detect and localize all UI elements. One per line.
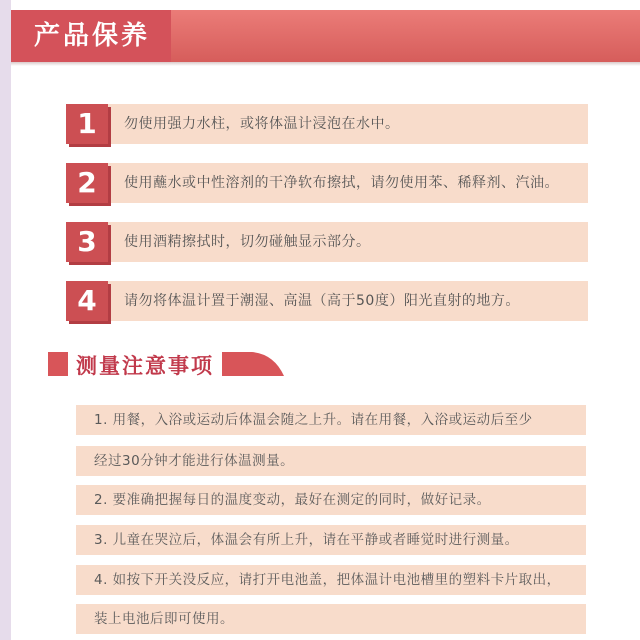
note-row [76, 485, 586, 515]
care-item-2 [66, 163, 588, 203]
note-text: 3. 儿童在哭泣后，体温会有所上升，请在平静或者睡觉时进行测量。 [94, 532, 519, 548]
care-item-text: 使用蘸水或中性溶剂的干净软布擦拭，请勿使用苯、稀释剂、汽油。 [124, 175, 559, 191]
care-item-text: 请勿将体温计置于潮湿、高温（高于50度）阳光直射的地方。 [124, 293, 520, 309]
care-number-badge: 2 [66, 163, 108, 203]
care-number-badge: 4 [66, 281, 108, 321]
note-text: 2. 要准确把握每日的温度变动，最好在测定的同时，做好记录。 [94, 492, 491, 508]
note-row [76, 405, 586, 435]
note-row [76, 604, 586, 634]
note-row [76, 565, 586, 595]
section-marker [48, 352, 68, 376]
note-row [76, 446, 586, 476]
care-item-text: 勿使用强力水柱，或将体温计浸泡在水中。 [124, 116, 400, 132]
note-text: 4. 如按下开关没反应，请打开电池盖，把体温计电池槽里的塑料卡片取出， [94, 572, 561, 588]
header-shadow [11, 62, 640, 66]
section-title: 测量注意事项 [76, 354, 214, 378]
note-text: 装上电池后即可使用。 [94, 611, 234, 627]
care-number-badge: 1 [66, 104, 108, 144]
care-number-badge: 3 [66, 222, 108, 262]
care-item-3 [66, 222, 588, 262]
section-swoosh-decoration [222, 352, 284, 376]
note-text: 经过30分钟才能进行体温测量。 [94, 453, 295, 469]
note-text: 1. 用餐，入浴或运动后体温会随之上升。请在用餐，入浴或运动后至少 [94, 412, 533, 428]
care-item-4 [66, 281, 588, 321]
care-item-text: 使用酒精擦拭时，切勿碰触显示部分。 [124, 234, 371, 250]
page-title: 产品保养 [34, 21, 151, 51]
left-border [0, 0, 11, 640]
care-item-1 [66, 104, 588, 144]
note-row [76, 525, 586, 555]
